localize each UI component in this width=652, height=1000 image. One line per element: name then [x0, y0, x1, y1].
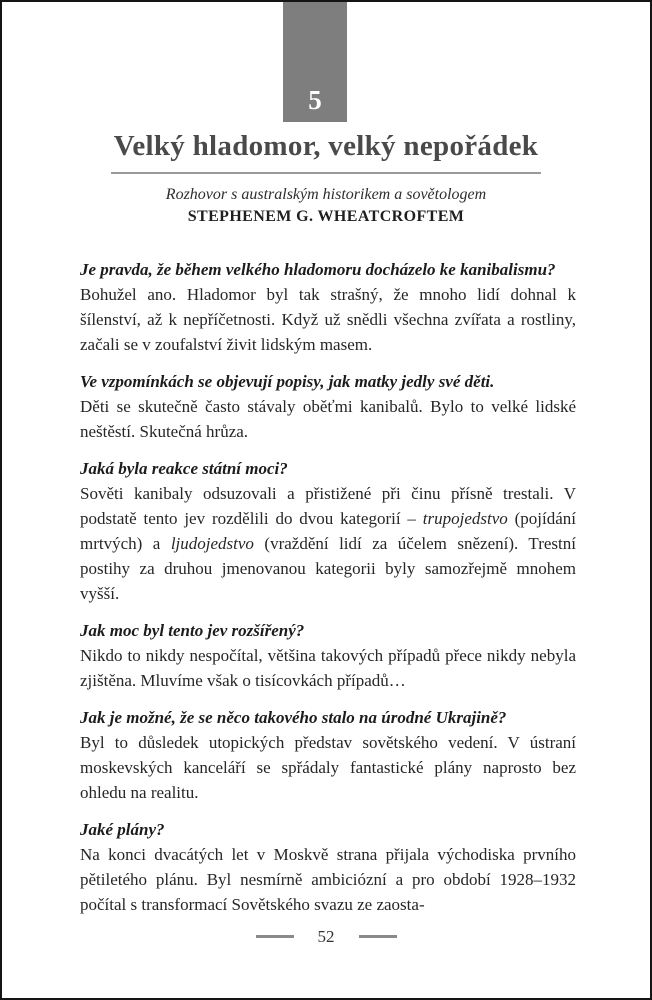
foreign-term: trupojedstvo	[422, 509, 508, 529]
qa-block	[80, 456, 576, 606]
foreign-term: ljudojedstvo	[170, 534, 254, 554]
interview-question: Jaká byla reakce státní moci?	[80, 459, 288, 479]
chapter-number: 5	[308, 85, 322, 115]
interview-answer	[80, 481, 576, 606]
qa-block	[80, 817, 576, 917]
interview-answer	[80, 643, 576, 693]
page-number: 52	[317, 927, 335, 946]
page-footer	[2, 928, 650, 945]
title-rule	[111, 172, 541, 174]
interview-question: Jak moc byl tento jev rozšířený?	[80, 621, 305, 641]
chapter-marker-bar	[283, 2, 347, 122]
answer-text: Sověti kanibaly odsuzovali a přistižené při činu přísně trestali. V podstatě tento jev rozdělili do dvou kategorií –	[80, 484, 576, 529]
chapter-title: Velký hladomor, velký nepořádek	[113, 130, 539, 162]
answer-text: Bohužel ano. Hladomor byl tak strašný, že mnoho lidí dohnal k šílenství, až k nepříčetnosti. Když už snědli všechna zvířata a rostliny, začali se v zoufalství živit lidským masem.	[80, 285, 576, 355]
footer-rule-right	[359, 935, 397, 938]
interview-question: Je pravda, že během velkého hladomoru docházelo ke kanibalismu?	[80, 260, 556, 280]
interview-question: Ve vzpomínkách se objevují popisy, jak matky jedly své děti.	[80, 372, 495, 392]
interview-answer	[80, 282, 576, 357]
interview-question: Jaké plány?	[80, 820, 165, 840]
answer-text: Na konci dvacátých let v Moskvě strana přijala východiska prvního pětiletého plánu. Byl nesmírně ambiciózní a pro období 1928–1932 počítal s transformací Sovětského svazu ze zaosta-	[80, 845, 576, 915]
chapter-subtitle: Rozhovor s australským historikem a sovětologem	[165, 186, 487, 204]
qa-block	[80, 257, 576, 357]
answer-text: Nikdo to nikdy nespočítal, většina takových případů přece nikdy nebyla zjištěna. Mluvíme však o tisícovkách případů…	[80, 646, 576, 691]
interview-answer	[80, 730, 576, 805]
answer-text: (vraždění lidí za účelem snězení). Trestní postihy za druhou jmenovanou kategorii byly samozřejmě mnohem vyšší.	[80, 534, 576, 604]
answer-text: Děti se skutečně často stávaly oběťmi kanibalů. Bylo to velké lidské neštěstí. Skutečná hrůza.	[80, 397, 576, 442]
qa-block	[80, 369, 576, 444]
interview-question: Jak je možné, že se něco takového stalo na úrodné Ukrajině?	[80, 708, 507, 728]
answer-text: Byl to důsledek utopických představ sovětského vedení. V ústraní moskevských kanceláří se spřádaly fantastické plány naprosto bez ohledu na realitu.	[80, 733, 576, 803]
interview-answer	[80, 842, 576, 917]
qa-block	[80, 618, 576, 693]
qa-block	[80, 705, 576, 805]
qa-list	[2, 227, 650, 917]
interview-answer	[80, 394, 576, 444]
footer-rule-left	[256, 935, 294, 938]
answer-text: (pojídání mrtvých) a	[80, 509, 576, 554]
interviewee-name: STEPHENEM G. WHEATCROFTEM	[187, 208, 465, 226]
